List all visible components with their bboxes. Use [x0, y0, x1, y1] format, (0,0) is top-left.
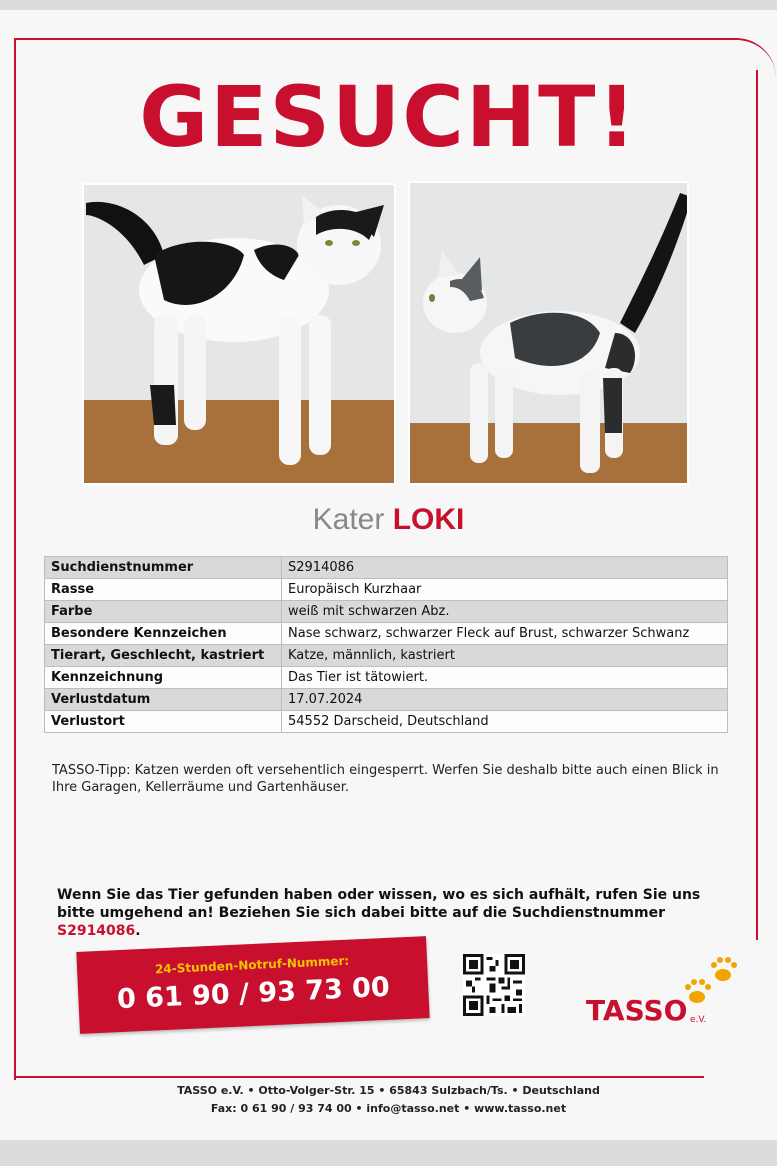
- title-prefix: Kater: [312, 503, 385, 536]
- fact-label: Farbe: [45, 601, 282, 623]
- table-row: [45, 579, 728, 601]
- cat-photo-side: [408, 181, 689, 485]
- cat-photo-front: [82, 183, 396, 485]
- paw-prints-icon: [683, 955, 743, 1007]
- table-row: [45, 689, 728, 711]
- fact-value: S2914086: [282, 557, 728, 579]
- poster-frame-bottom: [14, 1076, 704, 1078]
- table-row: [45, 645, 728, 667]
- fact-value: Nase schwarz, schwarzer Fleck auf Brust, schwarzer Schwanz: [282, 623, 728, 645]
- fact-label: Verlustort: [45, 711, 282, 733]
- fact-value: Das Tier ist tätowiert.: [282, 667, 728, 689]
- fact-value: 17.07.2024: [282, 689, 728, 711]
- table-row: [45, 667, 728, 689]
- fact-label: Besondere Kennzeichen: [45, 623, 282, 645]
- table-row: [45, 601, 728, 623]
- fact-value: weiß mit schwarzen Abz.: [282, 601, 728, 623]
- poster-footer: [0, 1082, 777, 1118]
- tasso-tip: TASSO-Tipp: Katzen werden oft versehentlich eingesperrt. Werfen Sie deshalb bitte auch einen Blick in Ihre Garagen, Kellerräume und Gartenhäuser.: [52, 763, 719, 795]
- fact-label: Kennzeichnung: [45, 667, 282, 689]
- fact-value: Europäisch Kurzhaar: [282, 579, 728, 601]
- fact-label: Rasse: [45, 579, 282, 601]
- contact-appeal: [57, 886, 717, 940]
- footer-address: TASSO e.V. • Otto-Volger-Str. 15 • 65843 Sulzbach/Ts. • Deutschland: [177, 1084, 600, 1097]
- appeal-text: Wenn Sie das Tier gefunden haben oder wissen, wo es sich aufhält, rufen Sie uns bitte umgehend an! Beziehen Sie sich dabei bitte auf die Suchdienstnummer: [57, 887, 701, 921]
- cat-name-title: [0, 503, 777, 537]
- table-row: [45, 623, 728, 645]
- table-row: [45, 557, 728, 579]
- appeal-end: .: [135, 923, 141, 939]
- fact-label: Tierart, Geschlecht, kastriert: [45, 645, 282, 667]
- facts-table: [44, 556, 728, 733]
- fact-value: 54552 Darscheid, Deutschland: [282, 711, 728, 733]
- hotline-box: [76, 936, 429, 1034]
- appeal-search-number: S2914086: [57, 923, 136, 939]
- footer-contact: Fax: 0 61 90 / 93 74 00 • info@tasso.net • www.tasso.net: [210, 1102, 567, 1115]
- fact-label: Verlustdatum: [45, 689, 282, 711]
- poster-headline: GESUCHT!: [139, 68, 638, 166]
- fact-label: Suchdienstnummer: [45, 557, 282, 579]
- hotline-number[interactable]: 0 61 90 / 93 73 00: [116, 971, 391, 1016]
- qr-code-icon[interactable]: [463, 954, 525, 1016]
- tasso-logo-suffix: e.V.: [690, 1015, 707, 1025]
- hotline-label: 24-Stunden-Notruf-Nummer:: [154, 953, 350, 977]
- table-row: [45, 711, 728, 733]
- fact-value: Katze, männlich, kastriert: [282, 645, 728, 667]
- cat-name: LOKI: [392, 503, 465, 536]
- tasso-logo: TASSO: [586, 994, 688, 1027]
